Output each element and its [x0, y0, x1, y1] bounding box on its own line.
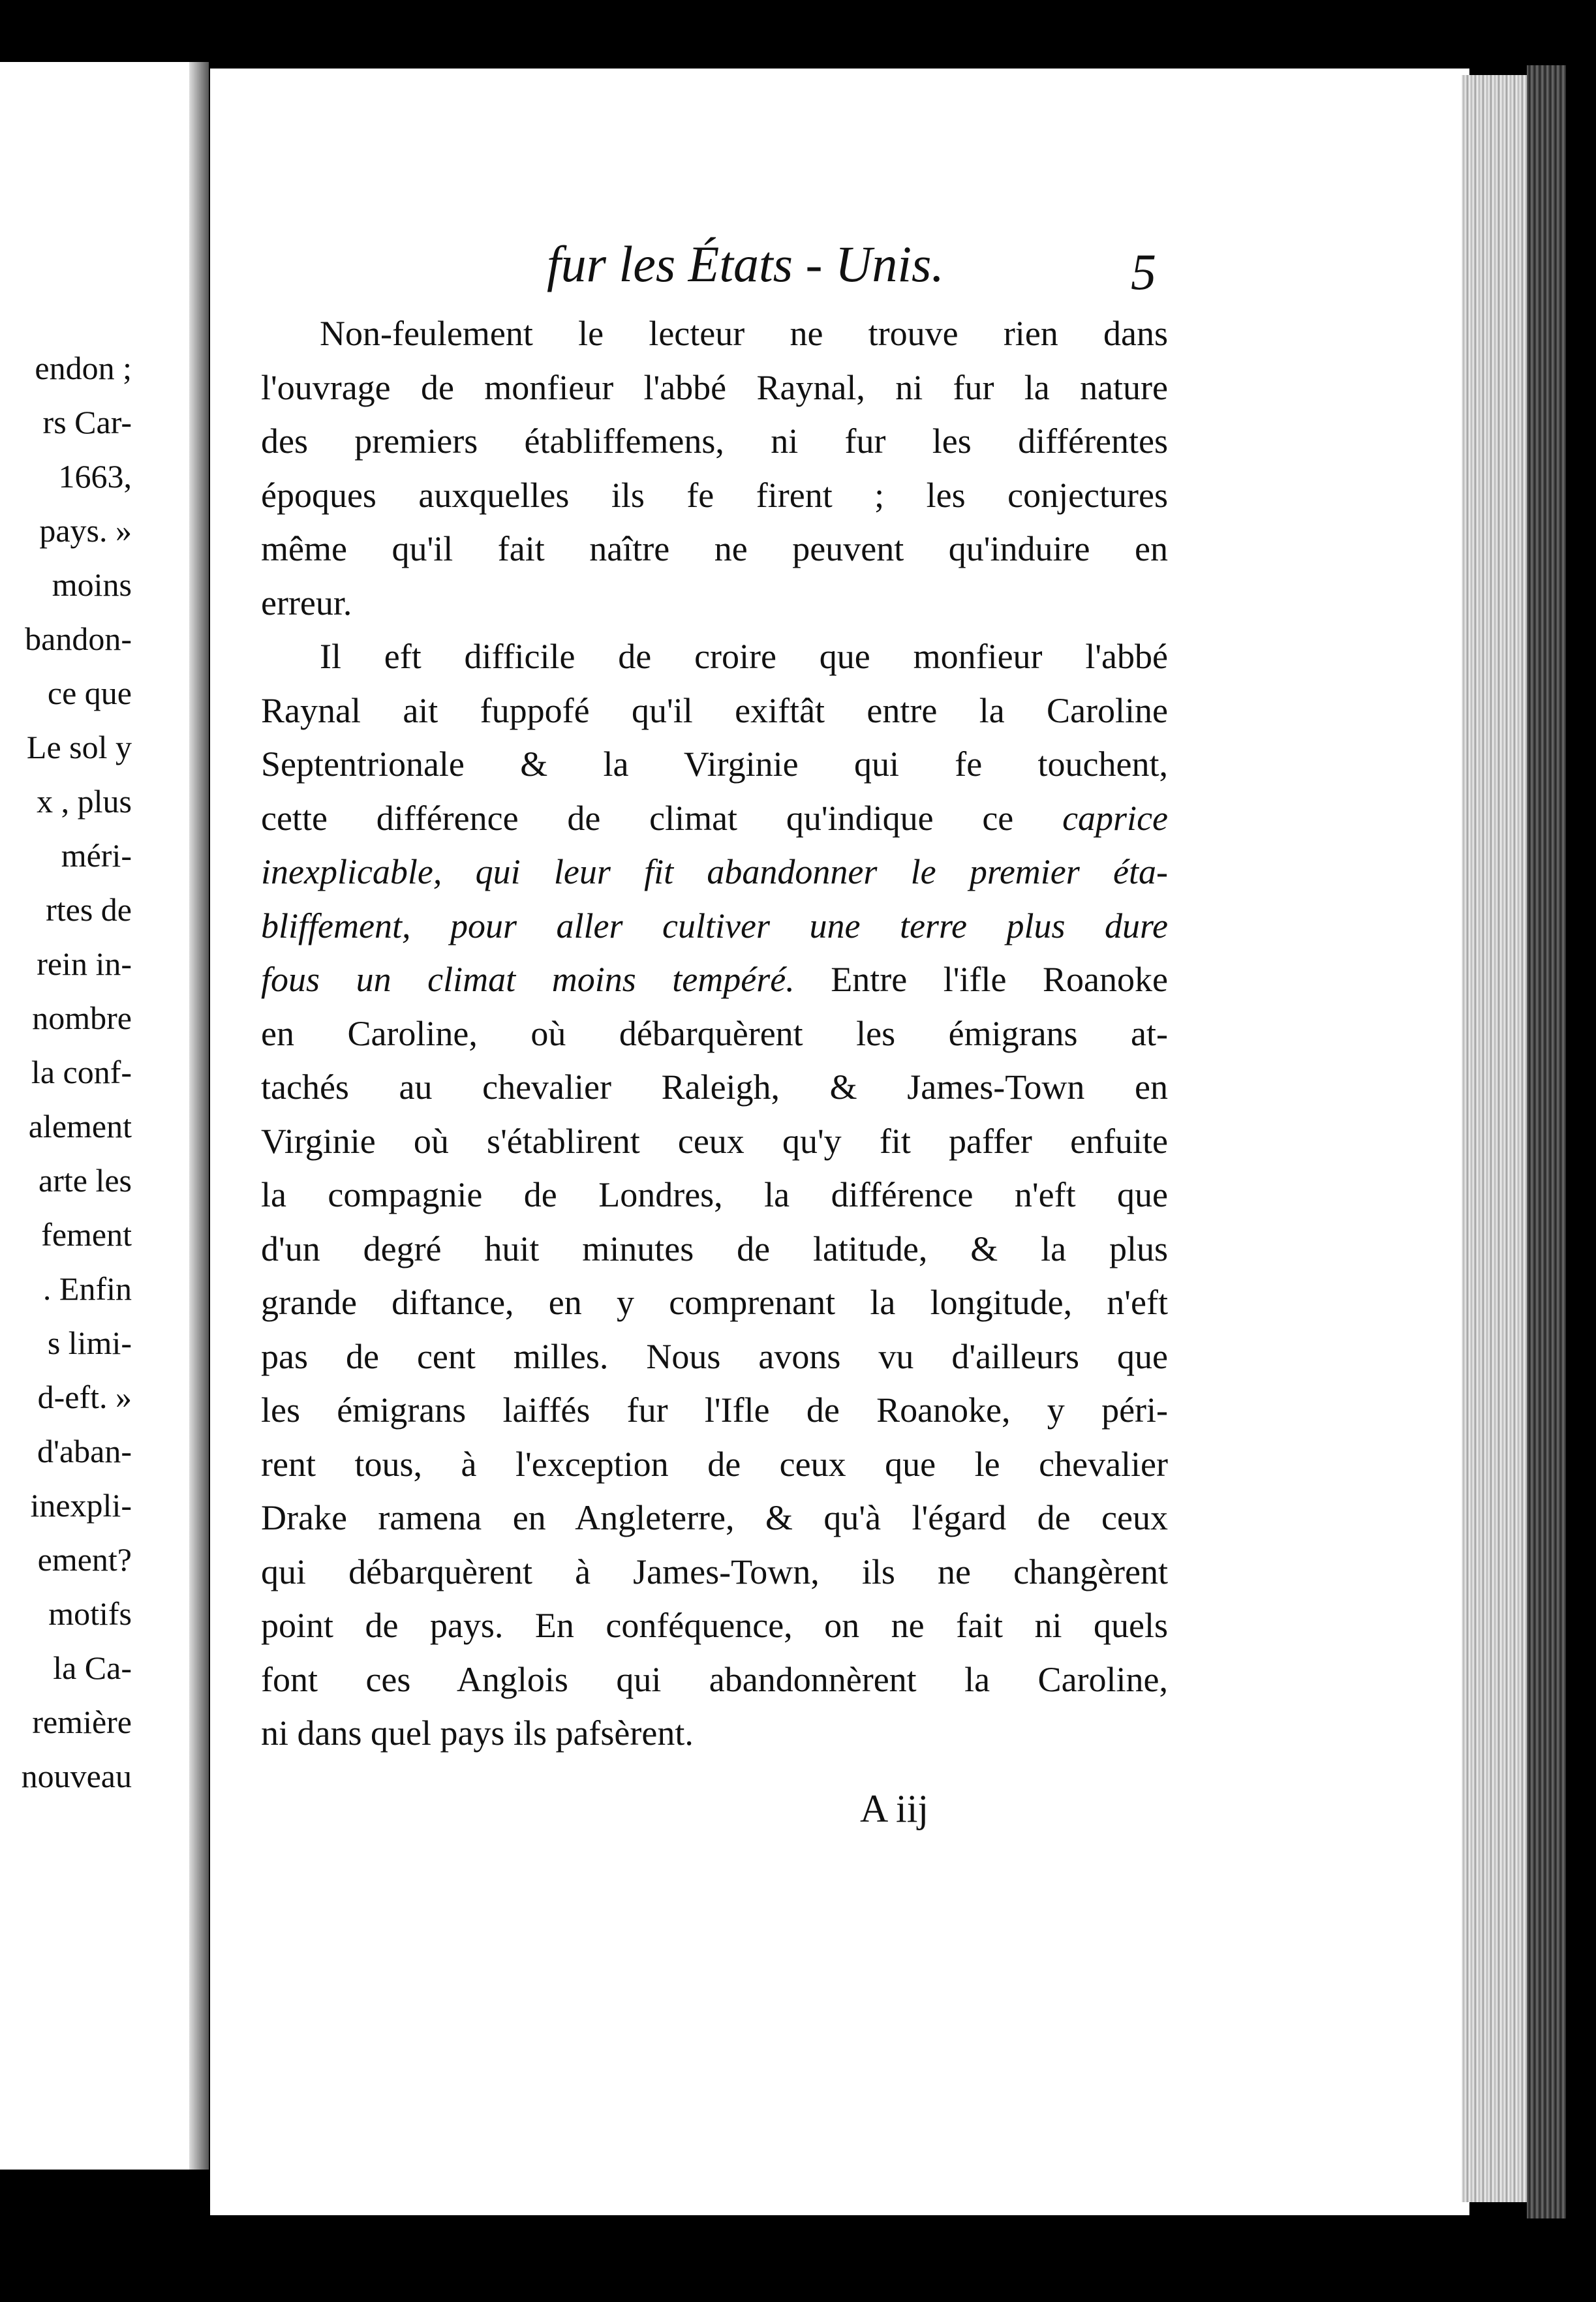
line-text: pas de cent milles. Nous avons vu d'ailleurs que: [261, 1336, 1168, 1376]
text-line: [261, 1222, 1168, 1276]
line-text: qui débarquèrent à James-Town, ils ne changèrent: [261, 1552, 1168, 1591]
left-page-line: nouveau: [21, 1758, 132, 1794]
text-line: [261, 684, 1168, 738]
left-page-line: la conf-: [31, 1054, 132, 1090]
line-text: Virginie où s'établirent ceux qu'y fit paffer enfuite: [261, 1121, 1168, 1161]
line-text: rent tous, à l'exception de ceux que le chevalier: [261, 1444, 1168, 1484]
text-line: [261, 953, 1168, 1007]
italic-text: fous un climat moins tempéré.: [261, 960, 795, 999]
left-page-line: d'aban-: [37, 1433, 132, 1469]
line-text: la compagnie de Londres, la différence n'eft que: [261, 1175, 1168, 1214]
text-line: [261, 361, 1168, 415]
left-page-line: 1663,: [58, 458, 132, 495]
line-text: tachés au chevalier Raleigh, & James-Town en: [261, 1067, 1168, 1107]
left-page-line: méri-: [61, 837, 132, 874]
text-line: [261, 1114, 1168, 1169]
line-text: cette différence de climat qu'indique ce: [261, 798, 1014, 838]
line-text: même qu'il fait naître ne peuvent qu'induire en: [261, 529, 1168, 568]
text-line: [261, 1491, 1168, 1545]
text-line: [261, 414, 1168, 468]
left-page-line: rtes de: [46, 891, 132, 928]
text-line: [261, 1168, 1168, 1222]
left-page-line: nombre: [32, 1000, 132, 1036]
left-page-line: ement?: [37, 1541, 132, 1578]
line-text: Raynal ait fuppofé qu'il exiftât entre la Caroline: [261, 690, 1168, 730]
left-page-line: remière: [32, 1704, 132, 1740]
page-number: 5: [1131, 243, 1156, 300]
line-text: bliffement, pour aller cultiver une terre plus dure: [261, 906, 1168, 945]
line-text: Drake ramena en Angleterre, & qu'à l'égard de ceux: [261, 1498, 1168, 1537]
left-page-line: Le sol y: [26, 729, 132, 765]
left-page-line: . Enfin: [42, 1270, 132, 1307]
text-line: [261, 1706, 1168, 1760]
line-text: grande diftance, en y comprenant la longitude, n'eft: [261, 1283, 1168, 1322]
italic-text: caprice: [1062, 798, 1168, 838]
body-text: [261, 307, 1168, 1760]
left-page-line: inexpli-: [30, 1487, 132, 1524]
left-page-line: s limi-: [47, 1325, 132, 1361]
text-line: [261, 1383, 1168, 1437]
line-text: Septentrionale & la Virginie qui fe touchent,: [261, 744, 1168, 784]
line-text: des premiers établiffemens, ni fur les différentes: [261, 422, 1168, 461]
left-page-line: alement: [28, 1108, 132, 1144]
left-page-line: la Ca-: [53, 1650, 132, 1686]
text-line: [261, 1330, 1168, 1384]
left-page-line: arte les: [38, 1162, 132, 1199]
text-line: [261, 630, 1168, 684]
page-fore-edge-dark: [1527, 65, 1566, 2218]
left-page-line: rs Car-: [42, 404, 132, 440]
left-page-line: pays. »: [39, 512, 132, 549]
running-head: fur les États - Unis.: [547, 236, 944, 292]
line-text: Entre l'ifle Roanoke: [831, 960, 1168, 999]
line-text: inexplicable, qui leur fit abandonner le premier éta-: [261, 852, 1168, 891]
left-page-line: ce que: [47, 675, 132, 711]
text-line: [261, 791, 1168, 846]
text-line: [261, 468, 1168, 523]
line-text: ni dans quel pays ils pafsèrent.: [261, 1713, 694, 1753]
left-page-line: moins: [52, 566, 132, 603]
text-line: [261, 576, 1168, 630]
text-line: [261, 522, 1168, 576]
text-line: [261, 1007, 1168, 1061]
line-text: l'ouvrage de monfieur l'abbé Raynal, ni fur la nature: [261, 367, 1168, 407]
text-line: [261, 1060, 1168, 1114]
line-text: font ces Anglois qui abandonnèrent la Caroline,: [261, 1659, 1168, 1699]
line-text: Il eft difficile de croire que monfieur l'abbé: [320, 637, 1168, 676]
line-text: Non-feulement le lecteur ne trouve rien dans: [320, 314, 1168, 353]
left-page-line: rein in-: [37, 945, 132, 982]
text-line: [261, 1545, 1168, 1599]
line-text: les émigrans laiffés fur l'Ifle de Roanoke, y péri-: [261, 1390, 1168, 1430]
text-line: [261, 1437, 1168, 1492]
text-line: [261, 1599, 1168, 1653]
left-page-line: x , plus: [37, 783, 132, 820]
line-text: en Caroline, où débarquèrent les émigrans at-: [261, 1013, 1168, 1053]
text-line: [261, 307, 1168, 361]
text-line: [261, 737, 1168, 791]
line-text: époques auxquelles ils fe firent ; les conjectures: [261, 475, 1168, 515]
left-page-line: motifs: [48, 1595, 132, 1632]
left-page-line: d-eft. »: [37, 1379, 132, 1415]
signature-mark: A iij: [860, 1787, 929, 1830]
left-page: [0, 62, 197, 2170]
text-line: [261, 1276, 1168, 1330]
line-text: erreur.: [261, 583, 352, 622]
line-text: d'un degré huit minutes de latitude, & la plus: [261, 1229, 1168, 1268]
line-text: point de pays. En conféquence, on ne fait ni quels: [261, 1606, 1168, 1645]
left-page-line: endon ;: [35, 350, 132, 386]
text-line: [261, 845, 1168, 899]
left-page-line: fement: [41, 1216, 132, 1253]
gutter-shadow: [189, 62, 209, 2170]
text-line: [261, 1653, 1168, 1707]
text-line: [261, 899, 1168, 953]
left-page-line: bandon-: [25, 621, 132, 657]
